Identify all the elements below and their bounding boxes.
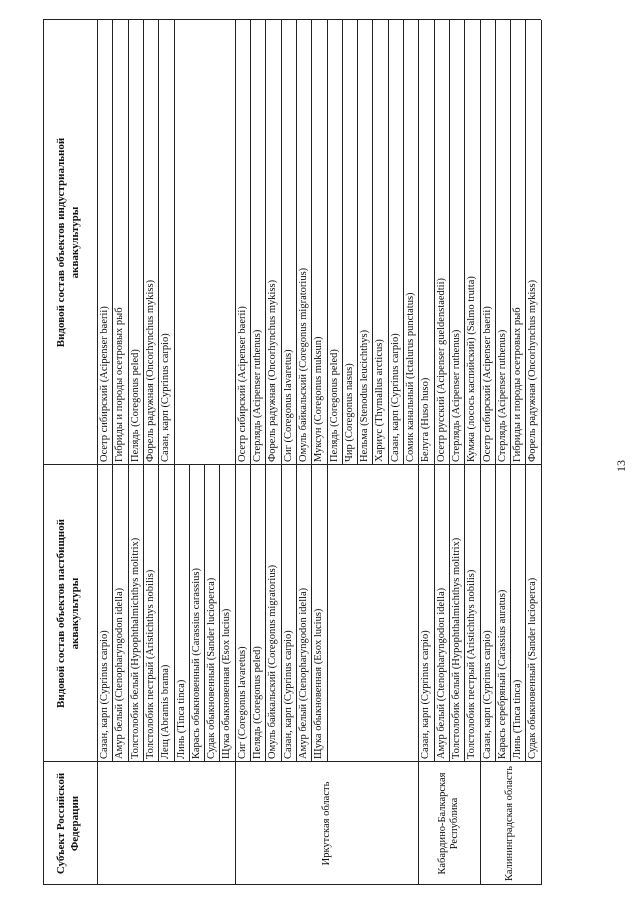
pond-row-line: [296, 465, 297, 762]
header-pond: аквакультуры: [69, 577, 81, 650]
industrial-species-cell: Стерлядь (Acipenser ruthenus): [450, 329, 462, 462]
pond-row-line: [510, 465, 511, 762]
industrial-species-cell: Форель радужная (Oncorhynchus mykiss): [144, 279, 156, 462]
industrial-row-line: [158, 20, 159, 465]
industrial-row-line: [388, 20, 389, 465]
industrial-species-cell: Стерлядь (Acipenser ruthenus): [252, 329, 263, 462]
pond-row-line: [174, 465, 175, 762]
subject-name: Иркутская область: [320, 781, 332, 866]
column-border: [43, 761, 541, 762]
pond-species-cell: Карась серебряный (Carassius auratus): [496, 589, 508, 759]
industrial-row-line: [250, 20, 251, 465]
column-border: [43, 19, 541, 20]
header-pond: Видовой состав объектов пастбищной: [55, 519, 67, 708]
industrial-species-cell: Форель радужная (Oncorhynchus mykiss): [527, 279, 539, 462]
pond-species-cell: Амур белый (Ctenopharyngodon idella): [114, 587, 126, 759]
table-top-border: [43, 20, 44, 885]
column-border: [43, 464, 541, 465]
pond-row-line: [311, 465, 312, 762]
industrial-species-cell: Гибриды и породы осетровых рыб: [114, 307, 126, 462]
industrial-row-line: [112, 20, 113, 465]
pond-species-cell: Амур белый (Ctenopharyngodon idella): [297, 587, 309, 759]
industrial-species-cell: Сиг (Coregonus lavaretus): [282, 349, 294, 462]
industrial-species-cell: Муксун (Coregonus muksun): [313, 336, 325, 462]
pond-species-cell: Пелядь (Coregonus peled): [252, 646, 263, 759]
subject-name: Кабардино-Балкарская: [436, 772, 448, 875]
subject-name: Калининградская область: [504, 766, 516, 881]
industrial-species-cell: Сазан, карп (Cyprinus carpio): [160, 333, 172, 462]
pond-row-line: [464, 465, 465, 762]
industrial-species-cell: Кумжа (лосось каспийский) (Salmo trutta): [466, 276, 478, 462]
industrial-species-cell: Пелядь (Coregonus peled): [328, 349, 340, 462]
industrial-species-cell: Чир (Coregonus nasus): [343, 363, 355, 462]
pond-row-line: [143, 465, 144, 762]
header-subject: Федерации: [69, 795, 81, 852]
industrial-species-cell: Гибриды и породы осетровых рыб: [512, 307, 524, 462]
pond-row-line: [219, 465, 220, 762]
industrial-row-line: [357, 20, 358, 465]
pond-row-line: [327, 465, 328, 762]
header-bottom-border: [97, 20, 98, 885]
pond-species-cell: Щука обыкновенная (Esox lucius): [313, 608, 325, 759]
industrial-row-line: [128, 20, 129, 465]
subject-name: Республика: [448, 797, 460, 850]
pond-species-cell: Омуль байкальский (Coregonus migratorius): [267, 564, 279, 759]
industrial-species-cell: Хариус (Thymallus arcticus): [374, 339, 386, 462]
industrial-row-line: [311, 20, 312, 465]
industrial-row-line: [296, 20, 297, 465]
industrial-row-line: [525, 20, 526, 465]
pond-row-line: [189, 465, 190, 762]
industrial-species-cell: Осетр русский (Acipenser gueldenstaedtii): [435, 277, 447, 462]
page-number: 13: [614, 460, 628, 472]
pond-species-cell: Лещ (Abramis brama): [160, 664, 172, 759]
pond-row-line: [265, 465, 266, 762]
industrial-row-line: [495, 20, 496, 465]
pond-row-line: [112, 465, 113, 762]
industrial-species-cell: Нельма (Stenodus leucichthys): [359, 329, 371, 462]
industrial-row-line: [327, 20, 328, 465]
industrial-row-line: [464, 20, 465, 465]
pond-row-line: [449, 465, 450, 762]
industrial-species-cell: Стерлядь (Acipenser ruthenus): [496, 329, 508, 462]
pond-row-line: [128, 465, 129, 762]
pond-row-line: [434, 465, 435, 762]
pond-row-line: [525, 465, 526, 762]
pond-species-cell: Щука обыкновенная (Esox lucius): [221, 608, 233, 759]
industrial-species-cell: Сазан, карп (Cyprinus carpio): [389, 333, 401, 462]
group-border: [541, 20, 542, 885]
pond-species-cell: Амур белый (Ctenopharyngodon idella): [435, 587, 447, 759]
group-border: [480, 20, 481, 885]
industrial-row-line: [265, 20, 266, 465]
pond-row-line: [158, 465, 159, 762]
industrial-species-cell: Осетр сибирский (Acipenser baerii): [481, 306, 493, 462]
pond-species-cell: Судак обыкновенный (Sander lucioperca): [206, 577, 218, 759]
pond-species-cell: Сазан, карп (Cyprinus carpio): [99, 630, 110, 759]
pond-species-cell: Судак обыкновенный (Sander lucioperca): [527, 577, 539, 759]
group-border: [235, 20, 236, 885]
industrial-row-line: [372, 20, 373, 465]
pond-species-cell: Линь (Tinca tinca): [512, 679, 524, 759]
header-industrial: Видовой состав объектов индустриальной: [55, 137, 67, 348]
pond-row-line: [250, 465, 251, 762]
pond-species-cell: Линь (Tinca tinca): [175, 679, 187, 759]
pond-species-cell: Сазан, карп (Cyprinus carpio): [420, 630, 432, 759]
pond-species-cell: Толстолобик белый (Hypophthalmichthys molitrix): [450, 537, 462, 759]
industrial-species-cell: Омуль байкальский (Coregonus migratorius): [297, 267, 309, 462]
pond-species-cell: Сазан, карп (Cyprinus carpio): [481, 630, 493, 759]
industrial-row-line: [449, 20, 450, 465]
column-border: [43, 884, 541, 885]
pond-species-cell: Толстолобик пестрый (Aristichthys nobilis): [144, 569, 156, 759]
pond-species-cell: Толстолобик пестрый (Aristichthys nobilis): [466, 569, 478, 759]
industrial-row-line: [510, 20, 511, 465]
pond-species-cell: Карась обыкновенный (Carassius carassius): [190, 568, 202, 759]
industrial-row-line: [403, 20, 404, 465]
industrial-species-cell: Осетр сибирский (Acipenser baerii): [236, 306, 248, 462]
industrial-species-cell: Сомик канальный (Ictalurus punctatus): [405, 292, 416, 462]
pond-species-cell: Сиг (Coregonus lavaretus): [236, 646, 248, 759]
header-industrial: аквакультуры: [69, 206, 81, 279]
pond-species-cell: Сазан, карп (Cyprinus carpio): [282, 630, 294, 759]
pond-row-line: [495, 465, 496, 762]
industrial-row-line: [281, 20, 282, 465]
industrial-row-line: [434, 20, 435, 465]
pond-species-cell: Толстолобик белый (Hypophthalmichthys molitrix): [129, 537, 141, 759]
industrial-species-cell: Пелядь (Coregonus peled): [129, 349, 141, 462]
header-subject: Субъект Российской: [55, 772, 67, 875]
industrial-row-line: [174, 20, 175, 465]
pond-row-line: [204, 465, 205, 762]
industrial-row-line: [342, 20, 343, 465]
group-border: [418, 20, 419, 885]
industrial-species-cell: Осетр сибирский (Acipenser baerii): [99, 306, 110, 462]
industrial-row-line: [143, 20, 144, 465]
pond-row-line: [281, 465, 282, 762]
industrial-species-cell: Форель радужная (Oncorhynchus mykiss): [267, 279, 279, 462]
industrial-species-cell: Белуга (Huso huso): [420, 377, 432, 462]
